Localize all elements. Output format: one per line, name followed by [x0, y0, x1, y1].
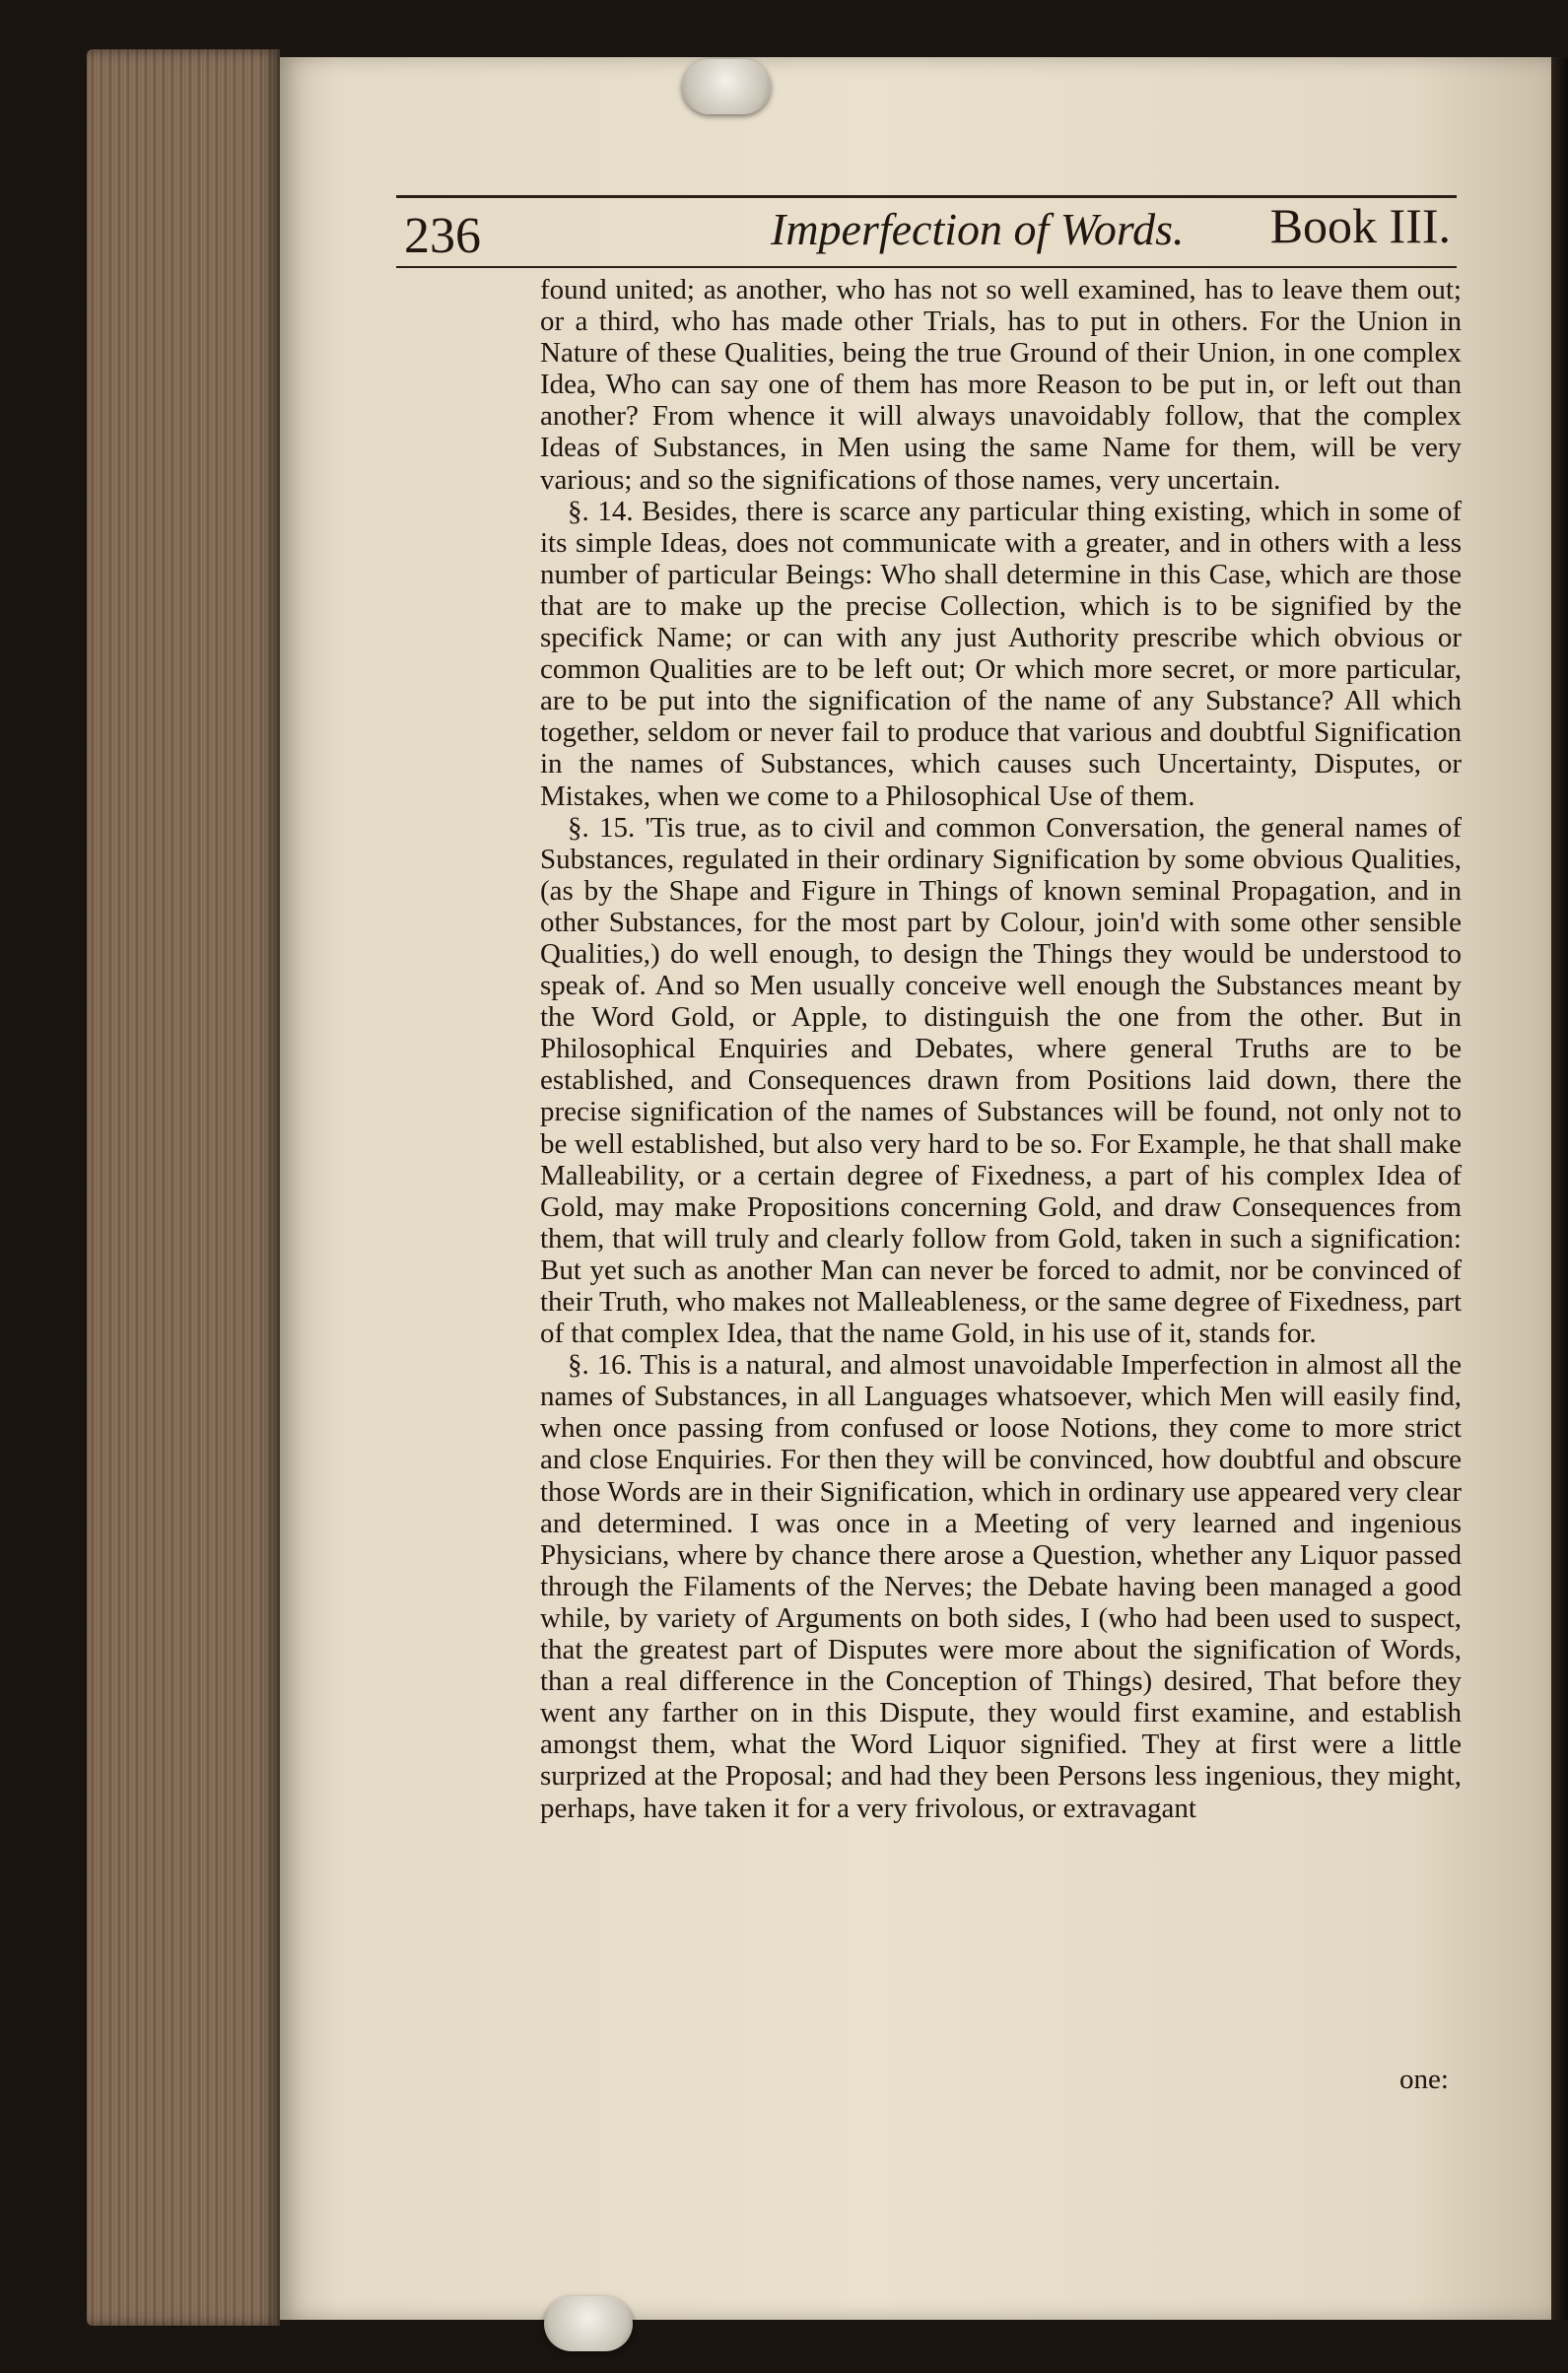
paragraph-section-14: §. 14. Besides, there is scarce any particular thing existing, which in some of its simple Ideas, does not communicate with a greater, and in others with a less number of particular Beings: Who shall determine in this Case, which are those that are to make up the precise Collection, which is to be signified by the specifick Name; or can with any just Authority prescribe which obvious or common Qualities are to be left out; Or which more secret, or more particular, are to be put into the signification of the name of any Substance? All which together, seldom or never fail to produce that various and doubtful Signification in the names of Substances, which causes such Uncertainty, Disputes, or Mistakes, when we come to a Philosophical Use of them. [540, 495, 1462, 812]
top-page-clip [682, 59, 771, 114]
running-title: Imperfection of Words. [771, 204, 1185, 254]
right-page-edge [1551, 57, 1568, 2320]
paragraph-section-16: §. 16. This is a natural, and almost unavoidable Imperfection in almost all the names of Substances, in all Languages whatsoever, which Men will easily find, when once passing from confused or loose Notions, they come to more strict and close Enquiries. For then they will be convinced, how doubtful and obscure those Words are in their Signification, which in ordinary use appeared very clear and determined. I was once in a Meeting of very learned and ingenious Physicians, where by chance there arose a Question, whether any Liquor passed through the Filaments of the Nerves; the Debate having been managed a good while, by variety of Arguments on both sides, I (who had been used to suspect, that the greatest part of Disputes were more about the signification of Words, than a real difference in the Conception of Things) desired, That before they went any farther on in this Dispute, they would first examine, and establish amongst them, what the Word Liquor signified. They at first were a little surprized at the Proposal; and had they been Persons less ingenious, they might, perhaps, have taken it for a very frivolous, or extravagant [540, 1349, 1462, 1824]
running-header [396, 197, 1457, 266]
bottom-page-clip [544, 2296, 633, 2351]
book-fore-edge [87, 49, 280, 2326]
body-text [540, 274, 1462, 1824]
header-rule-bottom [396, 266, 1457, 268]
book-label: Book III. [1269, 198, 1451, 253]
paragraph-section-15: §. 15. 'Tis true, as to civil and common Conversation, the general names of Substances, regulated in their ordinary Signification by some obvious Qualities, (as by the Shape and Figure in Things of known seminal Propagation, and in other Substances, for the most part by Colour, join'd with some other sensible Qualities,) do well enough, to design the Things they would be understood to speak of. And so Men usually conceive well enough the Substances meant by the Word Gold, or Apple, to distinguish the one from the other. But in Philosophical Enquiries and Debates, where general Truths are to be established, and Consequences drawn from Positions laid down, there the precise signification of the names of Substances will be found, not only not to be well established, but also very hard to be so. For Example, he that shall make Malleability, or a certain degree of Fixedness, a part of his complex Idea of Gold, may make Propositions concerning Gold, and draw Consequences from them, that will truly and clearly follow from Gold, taken in such a signification: But yet such as another Man can never be forced to admit, nor be convinced of their Truth, who makes not Malleableness, or the same degree of Fixedness, part of that complex Idea, that the name Gold, in his use of it, stands for. [540, 811, 1462, 1350]
catchword: one: [1399, 2064, 1449, 2095]
page-number: 236 [404, 208, 481, 264]
paragraph-continued: found united; as another, who has not so well examined, has to leave them out; or a third, who has made other Trials, has to put in others. For the Union in Nature of these Qualities, being the true Ground of their Union, in one complex Idea, Who can say one of them has more Reason to be put in, or left out than another? From whence it will always unavoidably follow, that the complex Ideas of Substances, in Men using the same Name for them, will be very various; and so the significations of those names, very uncertain. [540, 274, 1462, 496]
